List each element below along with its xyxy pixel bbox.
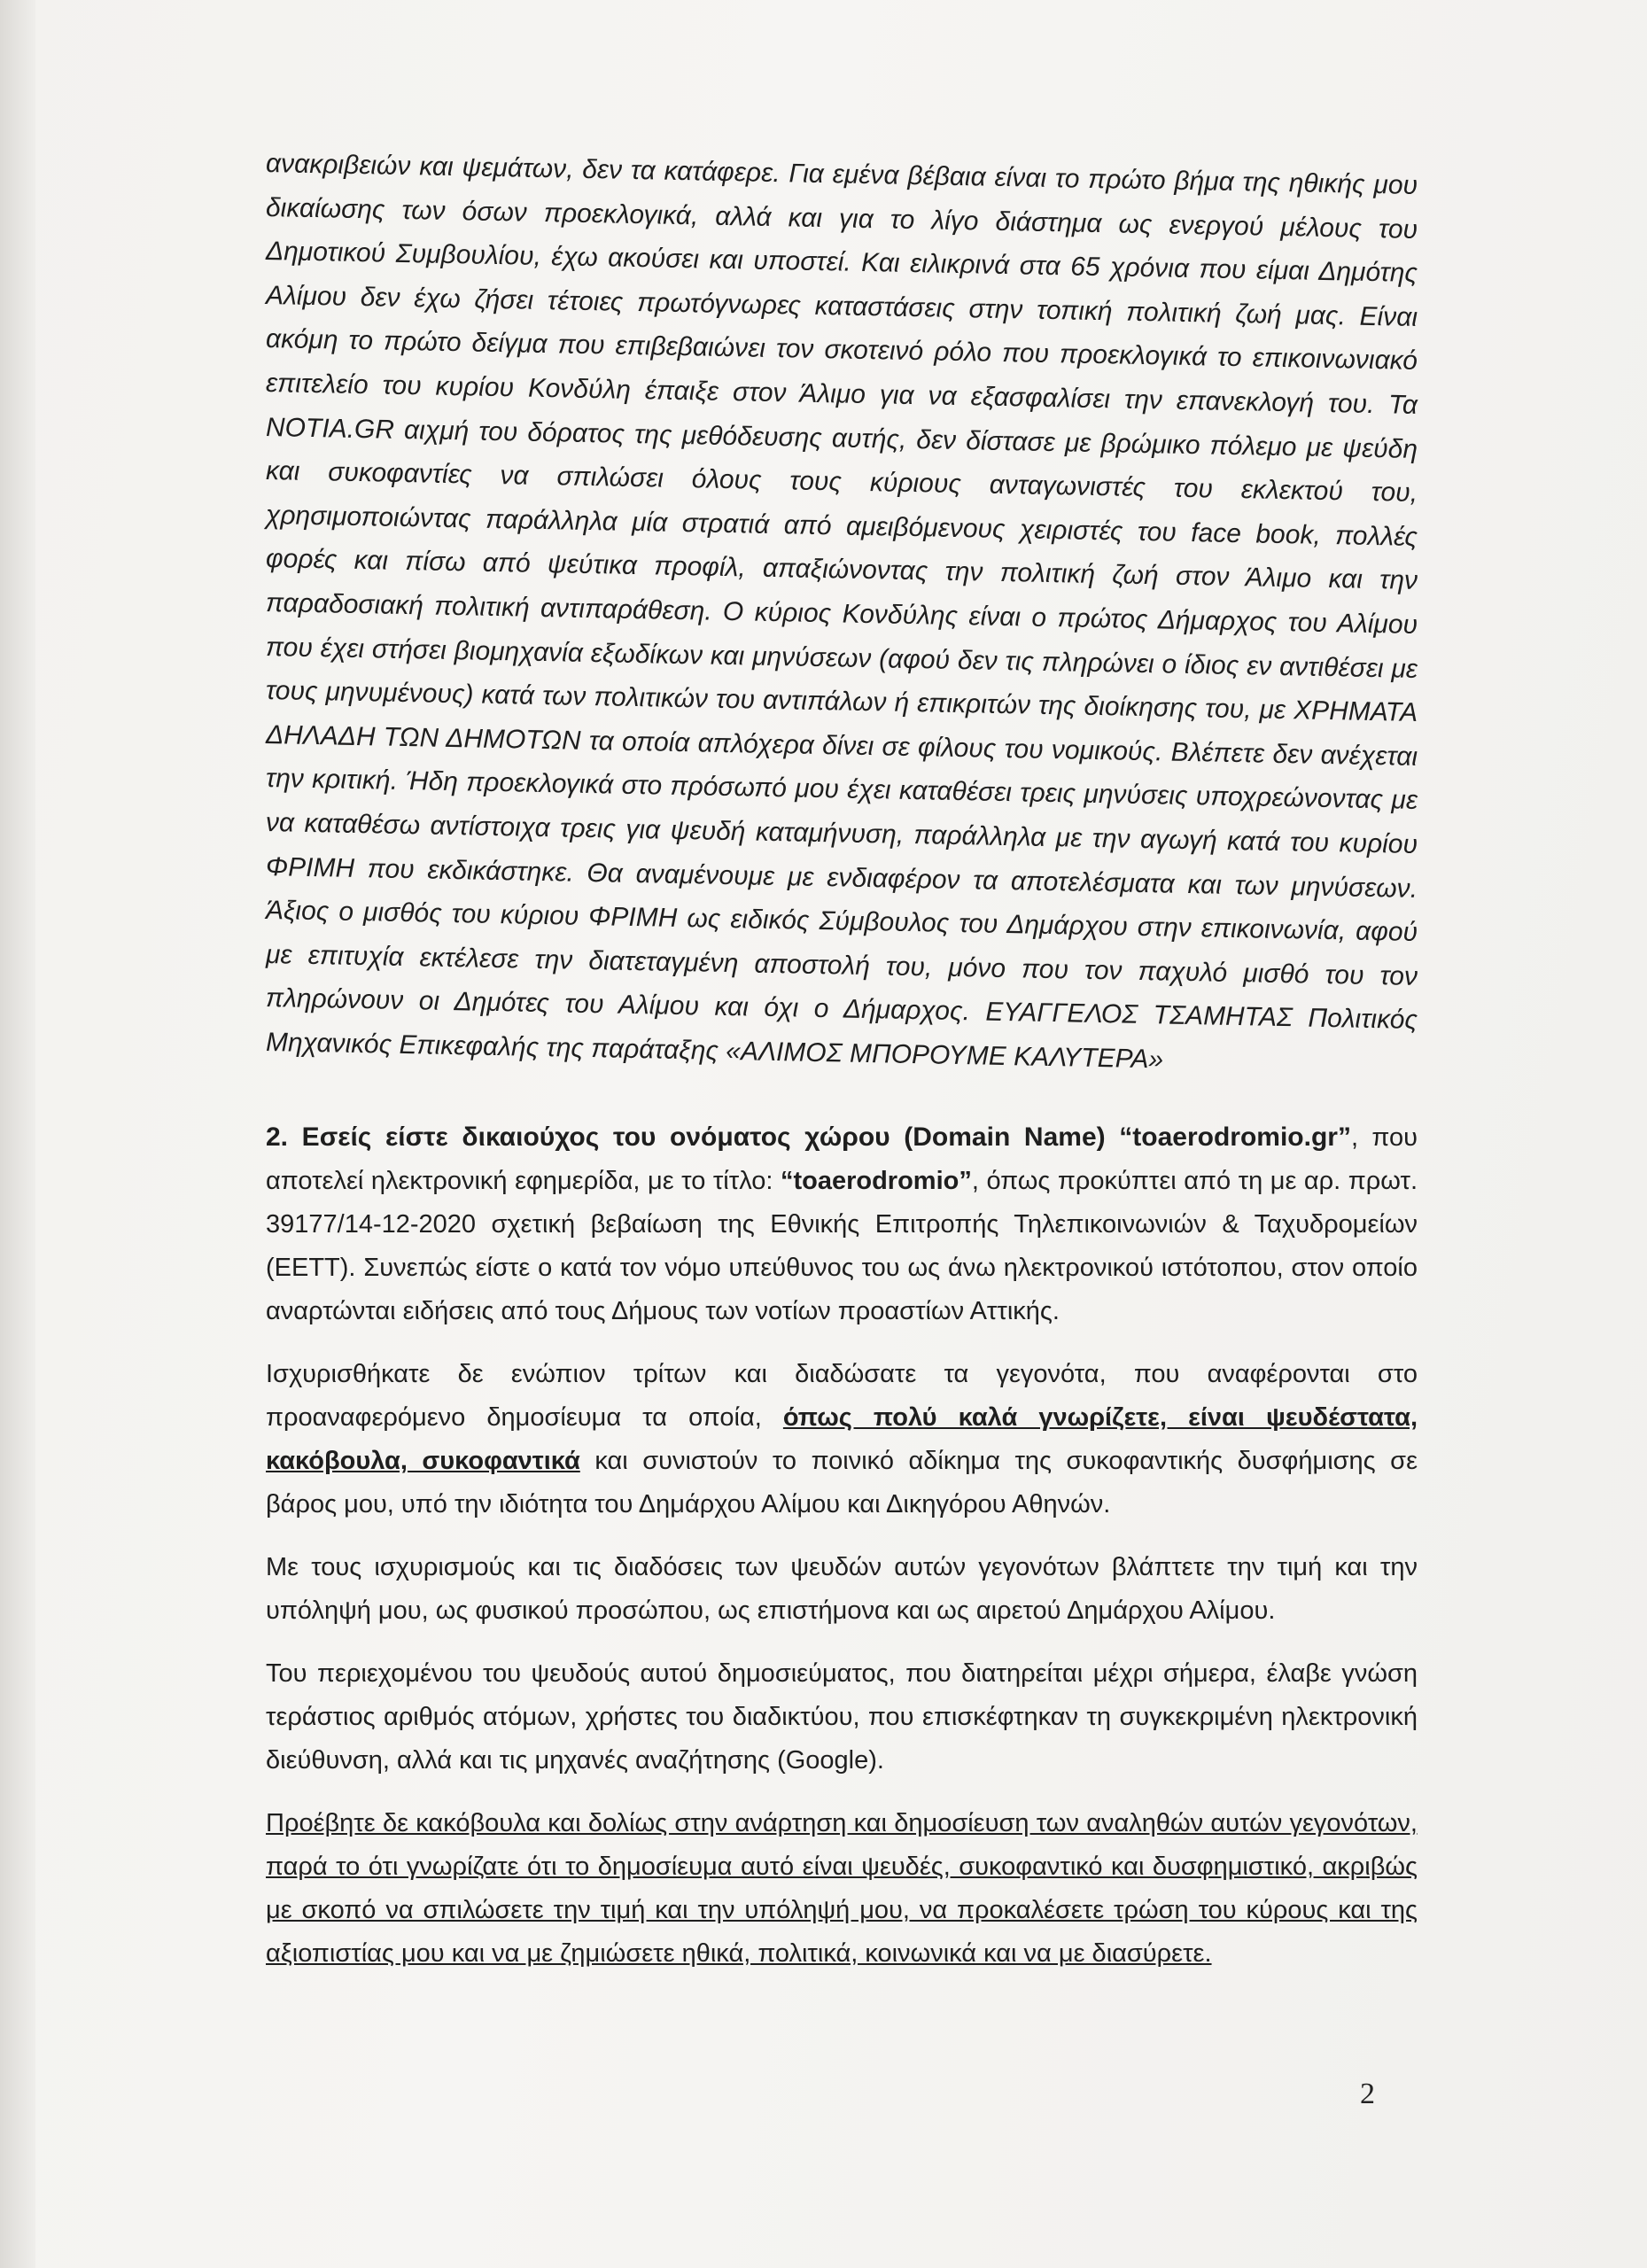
page-number: 2: [1360, 2078, 1375, 2110]
quoted-article-text: ανακριβειών και ψεμάτων, δεν τα κατάφερε. Για εμένα βέβαια είναι το πρώτο βήμα της ηθικής μου δικαίωσης των όσων προεκλογικά, αλλά και για το λίγο διάστημα ως ενεργού μέλους του Δημοτικού Συμβουλίου, έχω ακούσει και υποστεί. Και ειλικρινά στα 65 χρόνια που είμαι Δημότης Αλίμου δεν έχω ζήσει τέτοιες πρωτόγνωρες καταστάσεις στην τοπική πολιτική ζωή μας. Είναι ακόμη το πρώτο δείγμα που επιβεβαιώνει τον σκοτεινό ρόλο που προεκλογικά το επικοινωνιακό επιτελείο του κυρίου Κονδύλη έπαιξε στον Άλιμο για να εξασφαλίσει την επανεκλογή του. Τα NOTIA.GR αιχμή του δόρατος της μεθόδευσης αυτής, δεν δίστασε με βρώμικο πόλεμο με ψεύδη και συκοφαντίες να σπιλώσει όλους τους κύριους ανταγωνιστές του εκλεκτού του, χρησιμοποιώντας παράλληλα μία στρατιά από αμειβόμενους χειριστές του face book, πολλές φορές και πίσω από ψεύτικα προφίλ, απαξιώνοντας την πολιτική ζωή στον Άλιμο και την παραδοσιακή πολιτική αντιπαράθεση. Ο κύριος Κονδύλης είναι ο πρώτος Δήμαρχος του Αλίμου που έχει στήσει βιομηχανία εξωδίκων και μηνύσεων (αφού δεν τις πληρώνει ο ίδιος εν αντιθέσει με τους μηνυμένους) κατά των πολιτικών του αντιπάλων ή επικριτών της διοίκησης του, με ΧΡΗΜΑΤΑ ΔΗΛΑΔΗ ΤΩΝ ΔΗΜΟΤΩΝ τα οποία απλόχερα δίνει σε φίλους του νομικούς. Βλέπετε δεν ανέχεται την κριτική. Ήδη προεκλογικά στο πρόσωπό μου έχει καταθέσει τρεις μηνύσεις υποχρεώνοντας με να καταθέσω αντίστοιχα τρεις για ψευδή καταμήνυση, παράλληλα με την αγωγή κατά του κυρίου ΦΡΙΜΗ που εκδικάστηκε. Θα αναμένουμε με ενδιαφέρον τα αποτελέσματα και των μηνύσεων. Άξιος ο μισθός του κύριου ΦΡΙΜΗ ως ειδικός Σύμβουλος του Δημάρχου στην επικοινωνία, αφού με επιτυχία εκτέλεσε την διατεταγμένη αποστολή του, μόνο που τον παχυλό μισθό του τον πληρώνουν οι Δημότες του Αλίμου και όχι ο Δήμαρχος. ΕΥΑΓΓΕΛΟΣ ΤΣΑΜΗΤΑΣ Πολιτικός Μηχανικός Επικεφαλής της παράταξης «ΑΛΙΜΟΣ ΜΠΟΡΟΥΜΕ ΚΑΛΥΤΕΡΑ»: [266, 149, 1418, 1075]
paragraph-2-text-b: και συνιστούν το ποινικό αδίκημα της συκοφαντικής δυσφήμισης σε βάρος μου, υπό την ιδιότητα του Δημάρχου Αλίμου και Δικηγόρου Αθηνών.: [266, 1447, 1418, 1519]
paragraph-2-text-a: Ισχυρισθήκατε δε ενώπιον τρίτων και διαδώσατε τα γεγονότα, που αναφέρονται στο προαναφερόμενο δημοσίευμα τα οποία,: [266, 1360, 1418, 1433]
section-2: [266, 1115, 1418, 1976]
section-2-paragraph-1: [266, 1115, 1418, 1333]
paragraph-2-emphasis: όπως πολύ καλά γνωρίζετε, είναι ψευδέστατα, κακόβουλα, συκοφαντικά: [266, 1403, 1418, 1476]
paragraph-1-text-b: , όπως προκύπτει από τη με αρ. πρωτ. 39177/14-12-2020 σχετική βεβαίωση της Εθνικής Επιτροπής Τηλεπικοινωνιών & Ταχυδρομείων (ΕΕΤΤ). Συνεπώς είστε ο κατά τον νόμο υπεύθυνος του ως άνω ηλεκτρονικού ιστότοπου, στον οποίο αναρτώνται ειδήσεις από τους Δήμους των νοτίων προαστίων Αττικής.: [266, 1167, 1418, 1326]
document-body: [266, 142, 1418, 1995]
newspaper-title: “toaerodromio”: [780, 1167, 972, 1196]
section-2-paragraph-3: Με τους ισχυρισμούς και τις διαδόσεις των ψευδών αυτών γεγονότων βλάπτετε την τιμή και την υπόληψή μου, ως φυσικού προσώπου, ως επιστήμονα και ως αιρετού Δημάρχου Αλίμου.: [266, 1553, 1418, 1626]
section-2-paragraph-5: Προέβητε δε κακόβουλα και δολίως στην ανάρτηση και δημοσίευση των αναληθών αυτών γεγονότων, παρά το ότι γνωρίζατε ότι το δημοσίευμα αυτό είναι ψευδές, συκοφαντικό και δυσφημιστικό, ακριβώς με σκοπό να σπιλώσετε την τιμή και την υπόληψή μου, να προκαλέσετε τρώση του κύρους και της αξιοπιστίας μου και να με ζημιώσετε ηθικά, πολιτικά, κοινωνικά και να με διασύρετε.: [266, 1809, 1418, 1969]
section-2-paragraph-2: [266, 1353, 1418, 1526]
section-2-heading: 2. Εσείς είστε δικαιούχος του ονόματος χώρου (Domain Name) “toaerodromio.gr”: [266, 1122, 1351, 1153]
section-2-paragraph-4: Του περιεχομένου του ψευδούς αυτού δημοσιεύματος, που διατηρείται μέχρι σήμερα, έλαβε γνώση τεράστιος αριθμός ατόμων, χρήστες του διαδικτύου, που επισκέφτηκαν τη συγκεκριμένη ηλεκτρονική διεύθυνση, αλλά και τις μηχανές αναζήτησης (Google).: [266, 1659, 1418, 1775]
paragraph-1-text-a: , που αποτελεί ηλεκτρονική εφημερίδα, με το τίτλο:: [266, 1123, 1418, 1196]
paper-edge: [0, 0, 35, 2268]
